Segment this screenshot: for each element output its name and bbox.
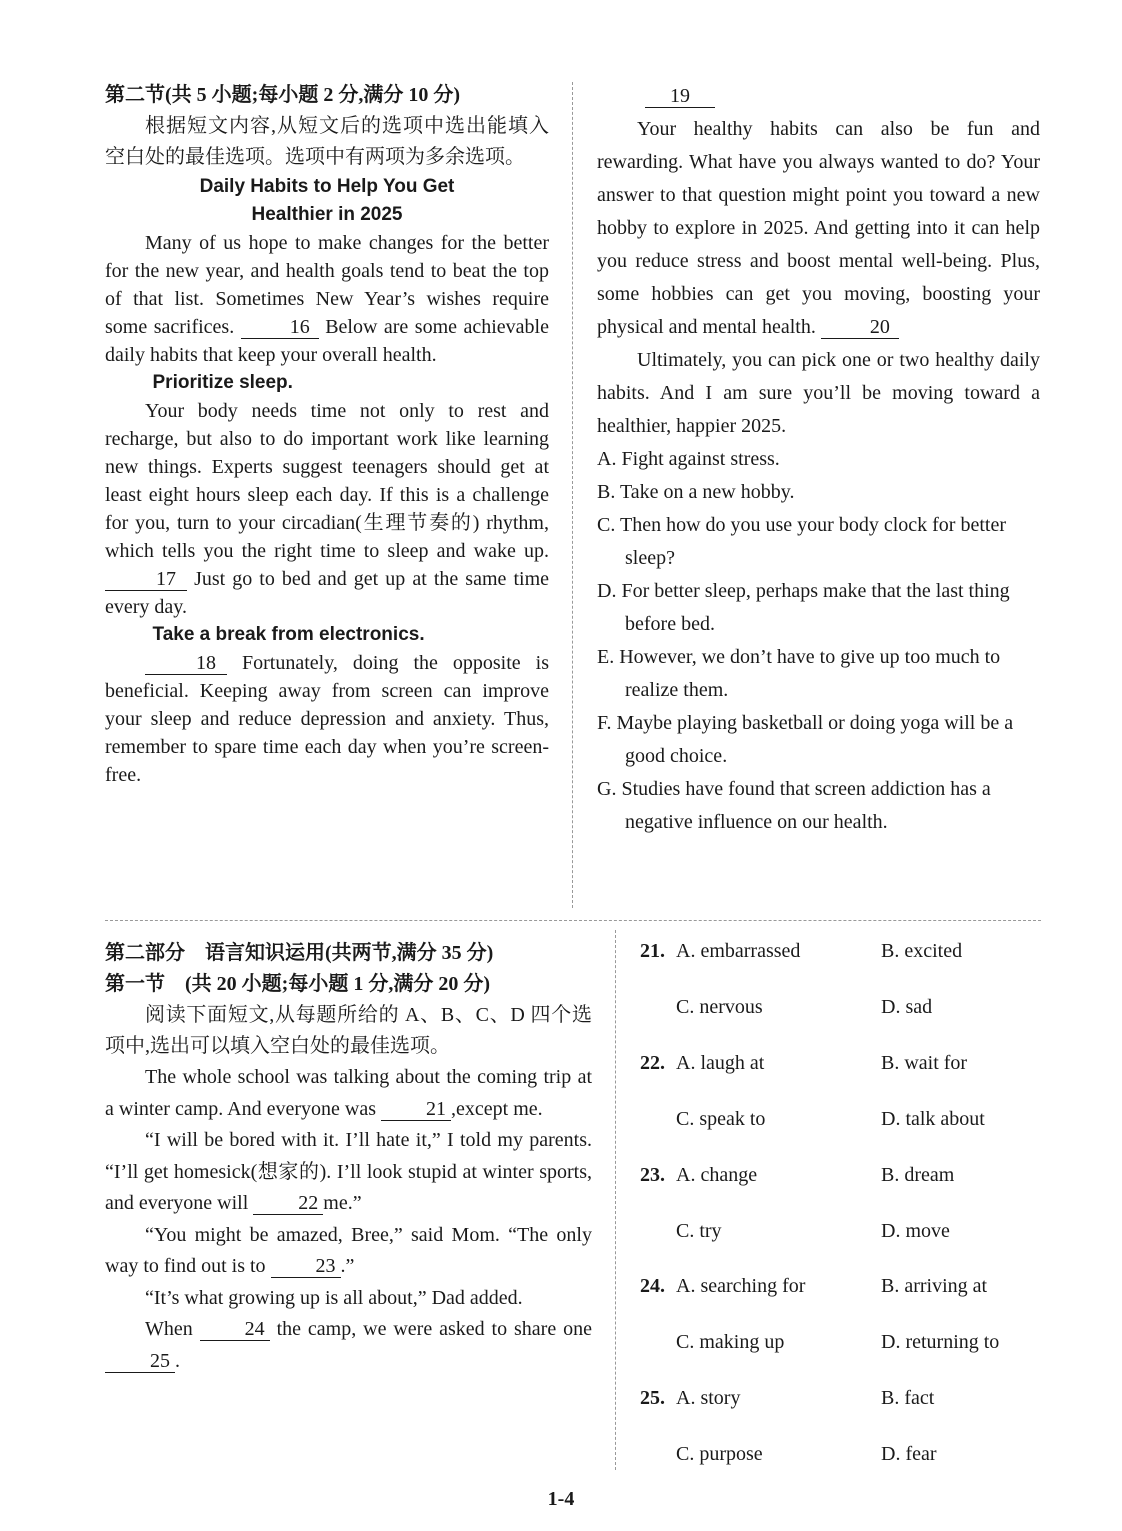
choice-22-a[interactable]: A. laugh at <box>676 1052 765 1074</box>
option-e: E. However, we don’t have to give up too much to realize them. <box>597 646 1001 701</box>
cloze-paragraph-5: When 24 the camp, we were asked to share one 25 . <box>105 1314 592 1377</box>
option-a: A. Fight against stress. <box>597 448 780 470</box>
paragraph-4: Your healthy habits can also be fun and rewarding. What have you always wanted to do? Your answer to that question might point you toward a new hobby to explore in 2025. And getting into it can help you reduce stress and boost mental well-being. Plus, some hobbies can get you moving, boosting your physical and mental health. 20 <box>597 118 1040 338</box>
choice-23-b[interactable]: B. dream <box>881 1164 955 1186</box>
page-number: 1-4 <box>547 1488 575 1510</box>
section-instructions: 根据短文内容,从短文后的选项中选出能填入空白处的最佳选项。选项中有两项为多余选项。 <box>105 115 549 168</box>
question-number: 25. <box>640 1387 665 1409</box>
cloze-paragraph-1: The whole school was talking about the coming trip at a winter camp. And everyone was 21 ,except me. <box>105 1066 592 1120</box>
blank-18[interactable]: 18 <box>145 652 227 675</box>
choice-row-22 <box>640 1052 1060 1163</box>
paragraph-1: Many of us hope to make changes for the better for the new year, and health goals tend to beat the top of that list. Sometimes New Year’s wishes require some sacrifices. 16 Below are some achievable daily habits that keep your overall health. <box>105 232 549 366</box>
cloze-paragraph-4: “It’s what growing up is all about,” Dad added. <box>145 1286 523 1309</box>
choice-row-24 <box>640 1275 1060 1386</box>
section-heading: 第二节(共 5 小题;每小题 2 分,满分 10 分) <box>105 84 460 106</box>
paragraph-2: Your body needs time not only to rest and recharge, but also to do important work like learning new things. Experts suggest teenagers should get at least eight hours sleep each day. If this is a challenge for you, turn to your circadian(生理节奏的) rhythm, which tells you the right time to sleep and wake up. 17 Just go to bed and get up at the same time every day. <box>105 400 550 618</box>
choice-22-c[interactable]: C. speak to <box>676 1108 766 1130</box>
blank-22[interactable]: 22 <box>253 1192 323 1215</box>
column-divider-top <box>572 82 573 908</box>
choice-22-d[interactable]: D. talk about <box>881 1108 985 1130</box>
choice-21-d[interactable]: D. sad <box>881 996 933 1018</box>
subheading-electronics: Take a break from electronics. <box>152 624 425 645</box>
section-divider <box>105 920 1041 921</box>
part2-subheading: 第一节 (共 20 小题;每小题 1 分,满分 20 分) <box>105 973 490 995</box>
choices-column <box>640 940 1060 1470</box>
cloze-paragraph-3: “You might be amazed, Bree,” said Mom. “The only way to find out is to 23 .” <box>105 1223 592 1277</box>
blank-21[interactable]: 21 <box>381 1098 451 1121</box>
option-f: F. Maybe playing basketball or doing yoga will be a good choice. <box>597 712 1014 767</box>
choice-25-b[interactable]: B. fact <box>881 1387 935 1409</box>
options-list <box>597 443 1040 839</box>
choice-23-c[interactable]: C. try <box>676 1220 722 1242</box>
choice-21-c[interactable]: C. nervous <box>676 996 763 1018</box>
question-number: 22. <box>640 1052 665 1074</box>
choice-23-d[interactable]: D. move <box>881 1220 950 1242</box>
right-column-top <box>597 80 1040 839</box>
choice-24-d[interactable]: D. returning to <box>881 1331 1000 1353</box>
left-column-top <box>105 80 549 789</box>
option-b: B. Take on a new hobby. <box>597 481 795 503</box>
part2-heading: 第二部分 语言知识运用(共两节,满分 35 分) <box>105 942 494 964</box>
blank-20[interactable]: 20 <box>821 316 899 339</box>
choice-21-b[interactable]: B. excited <box>881 940 963 962</box>
choice-23-a[interactable]: A. change <box>676 1164 758 1186</box>
paragraph-5: Ultimately, you can pick one or two healthy daily habits. And I am sure you’ll be moving toward a healthier, happier 2025. <box>597 349 1040 437</box>
choice-22-b[interactable]: B. wait for <box>881 1052 968 1074</box>
choice-24-c[interactable]: C. making up <box>676 1331 785 1353</box>
choice-25-a[interactable]: A. story <box>676 1387 741 1409</box>
choice-row-21 <box>640 940 1060 1051</box>
blank-24[interactable]: 24 <box>200 1318 270 1341</box>
choice-25-c[interactable]: C. purpose <box>676 1443 763 1465</box>
choice-24-a[interactable]: A. searching for <box>676 1275 806 1297</box>
subheading-sleep: Prioritize sleep. <box>152 372 293 393</box>
blank-25[interactable]: 25 <box>105 1350 175 1373</box>
question-number: 21. <box>640 940 665 962</box>
paragraph-3: 18 Fortunately, doing the opposite is beneficial. Keeping away from screen can improve your sleep and reduce depression and anxiety. Thus, remember to spare time each day when you’re screen-free. <box>105 652 549 786</box>
blank-17[interactable]: 17 <box>105 568 187 591</box>
question-number: 24. <box>640 1275 665 1297</box>
choice-21-a[interactable]: A. embarrassed <box>676 940 801 962</box>
left-column-bottom <box>105 938 592 1377</box>
part2-instructions: 阅读下面短文,从每题所给的 A、B、C、D 四个选项中,选出可以填入空白处的最佳选项。 <box>105 1004 592 1057</box>
passage-title-line1: Daily Habits to Help You Get <box>199 176 455 197</box>
choice-row-23 <box>640 1164 1060 1275</box>
option-d: D. For better sleep, perhaps make that the last thing before bed. <box>597 580 1010 635</box>
blank-16[interactable]: 16 <box>241 316 319 339</box>
passage-title-line2: Healthier in 2025 <box>251 204 403 225</box>
cloze-paragraph-2: “I will be bored with it. I’ll hate it,” I told my parents. “I’ll get homesick(想家的). I’ll look stupid at winter sports, and everyone will 22 me.” <box>105 1129 592 1214</box>
option-g: G. Studies have found that screen addiction has a negative influence on our health. <box>597 778 991 833</box>
choice-24-b[interactable]: B. arriving at <box>881 1275 988 1297</box>
question-number: 23. <box>640 1164 665 1186</box>
choice-row-25 <box>640 1387 1060 1470</box>
column-divider-bottom <box>615 930 616 1470</box>
blank-23[interactable]: 23 <box>271 1255 341 1278</box>
choice-25-d[interactable]: D. fear <box>881 1443 937 1465</box>
blank-19[interactable]: 19 <box>645 85 715 108</box>
option-c: C. Then how do you use your body clock for better sleep? <box>597 514 1006 569</box>
